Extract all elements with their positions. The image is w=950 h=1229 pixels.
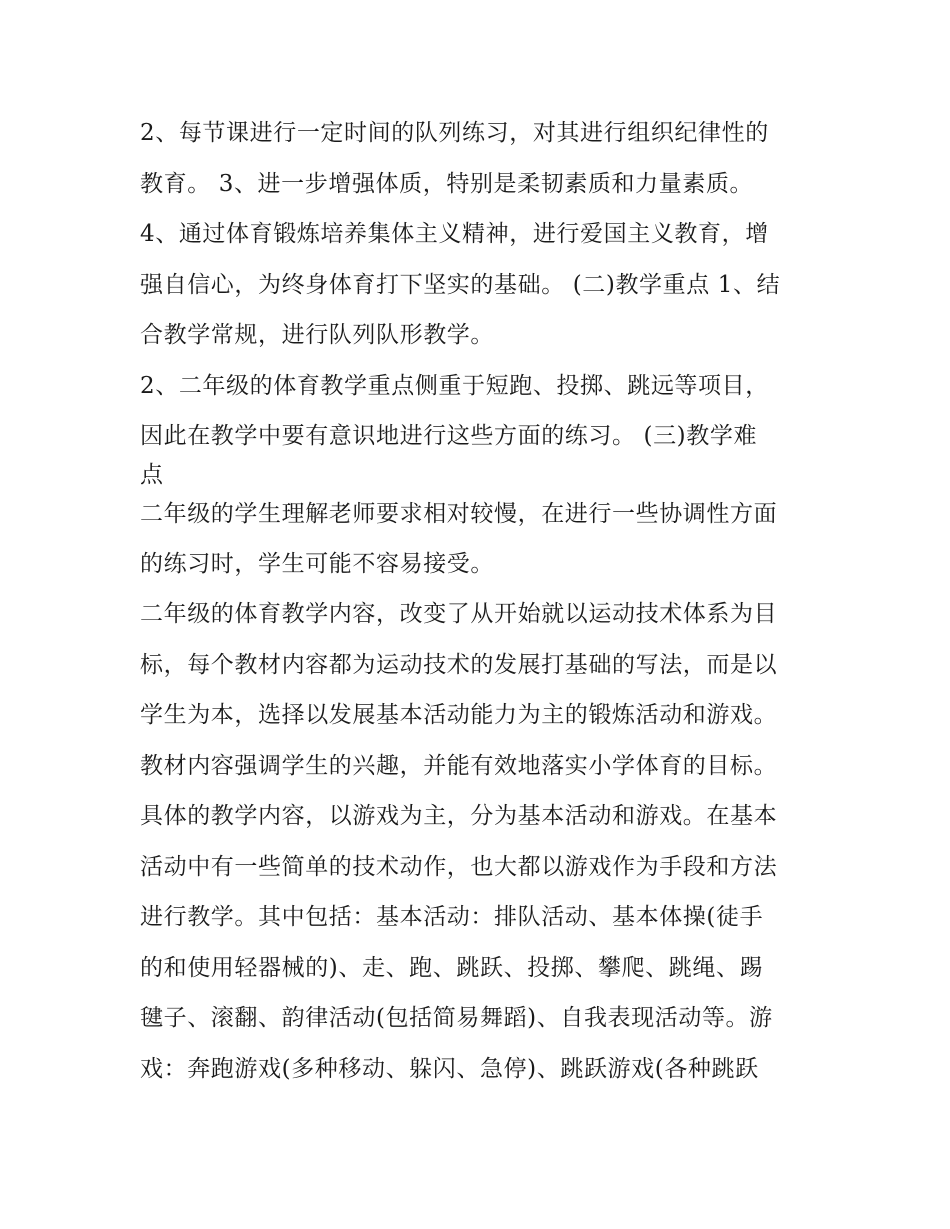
text-line: 2、每节课进行一定时间的队列练习，对其进行组织纪律性的 (140, 120, 769, 146)
text-line: 具体的教学内容，以游戏为主，分为基本活动和游戏。在基本 (140, 803, 778, 829)
text-line: 的练习时，学生可能不容易接受。 (140, 550, 494, 577)
text-line: 毽子、滚翻、韵律活动(包括简易舞蹈)、自我表现活动等。游 (140, 1005, 773, 1031)
text-line: 活动中有一些简单的技术动作，也大都以游戏作为手段和方法 (140, 853, 778, 880)
text-line: 标，每个教材内容都为运动技术的发展打基础的写法，而是以 (140, 651, 778, 678)
text-line: 二年级的体育教学内容，改变了从开始就以运动技术体系为目 (140, 601, 778, 627)
text-line: 的和使用轻器械的)、走、跑、跳跃、投掷、攀爬、跳绳、踢 (140, 954, 764, 981)
text-line: 教材内容强调学生的兴趣，并能有效地落实小学体育的目标。 (140, 752, 778, 779)
text-line: 戏：奔跑游戏(多种移动、躲闪、急停)、跳跃游戏(各种跳跃 (140, 1055, 759, 1082)
text-line: 因此在教学中要有意识地进行这些方面的练习。 (三)教学难 (140, 423, 758, 449)
text-line: 二年级的学生理解老师要求相对较慢，在进行一些协调性方面 (140, 500, 778, 527)
text-line: 2、二年级的体育教学重点侧重于短跑、投掷、跳远等项目， (140, 372, 769, 399)
body-text (140, 108, 820, 1094)
text-line: 合教学常规，进行队列队形教学。 (140, 322, 494, 348)
text-line: 学生为本，选择以发展基本活动能力为主的锻炼活动和游戏。 (140, 702, 778, 728)
text-line: 4、通过体育锻炼培养集体主义精神，进行爱国主义教育，增 (140, 221, 769, 247)
text-line: 强自信心，为终身体育打下坚实的基础。 (二)教学重点 1、结 (140, 271, 781, 298)
text-line: 点 (140, 461, 164, 488)
text-line: 教育。 3、进一步增强体质，特别是柔韧素质和力量素质。 (140, 170, 754, 197)
text-line: 进行教学。其中包括：基本活动：排队活动、基本体操(徒手 (140, 904, 764, 930)
